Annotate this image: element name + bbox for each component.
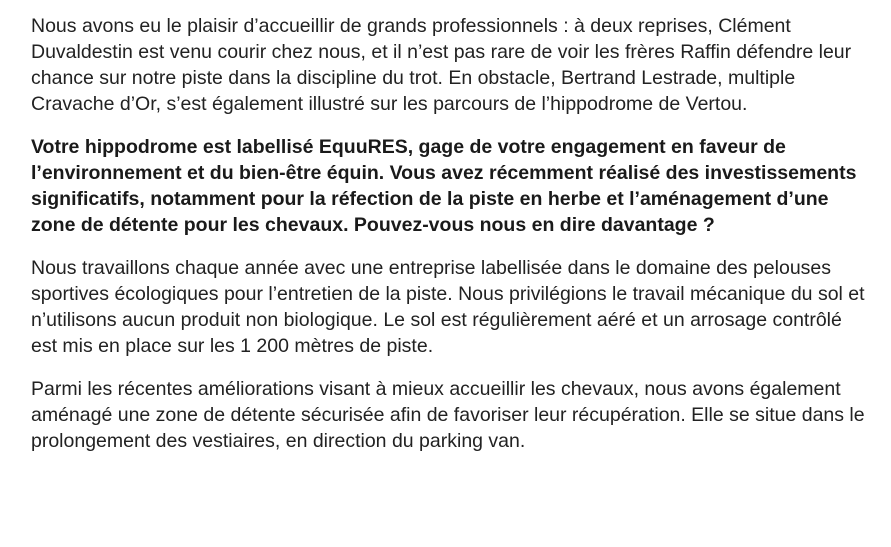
question-paragraph-equures: Votre hippodrome est labellisé EquuRES, gage de votre engagement en faveur de l’environnement et du bien-être équin. Vous avez récemment réalisé des investissements significatifs, notamment pour la réfection de la piste en herbe et l’aménagement d’une zone de détente pour les chevaux. Pouvez-vous nous en dire davantage ? — [31, 136, 857, 236]
answer-paragraph-guests: Nous avons eu le plaisir d’accueillir de grands professionnels : à deux reprises, Clément Duvaldestin est venu courir chez nous, et il n’est pas rare de voir les frères Raffin défendre leur chance sur notre piste dans la discipline du trot. En obstacle, Bertrand Lestrade, multiple Cravache d’Or, s’est également illustré sur les parcours de l’hippodrome de Vertou. — [31, 15, 852, 115]
answer-paragraph-track-maintenance: Nous travaillons chaque année avec une entreprise labellisée dans le domaine des pelouses sportives écologiques pour l’entretien de la piste. Nous privilégions le travail mécanique du sol et n’utilisons aucun produit non biologique. Le sol est régulièrement aéré et un arrosage contrôlé est mis en place sur les 1 200 mètres de piste. — [31, 257, 865, 357]
answer-paragraph-relaxation-zone: Parmi les récentes améliorations visant à mieux accueillir les chevaux, nous avons également aménagé une zone de détente sécurisée afin de favoriser leur récupération. Elle se situe dans le prolongement des vestiaires, en direction du parking van. — [31, 378, 865, 452]
article-body — [31, 13, 871, 471]
